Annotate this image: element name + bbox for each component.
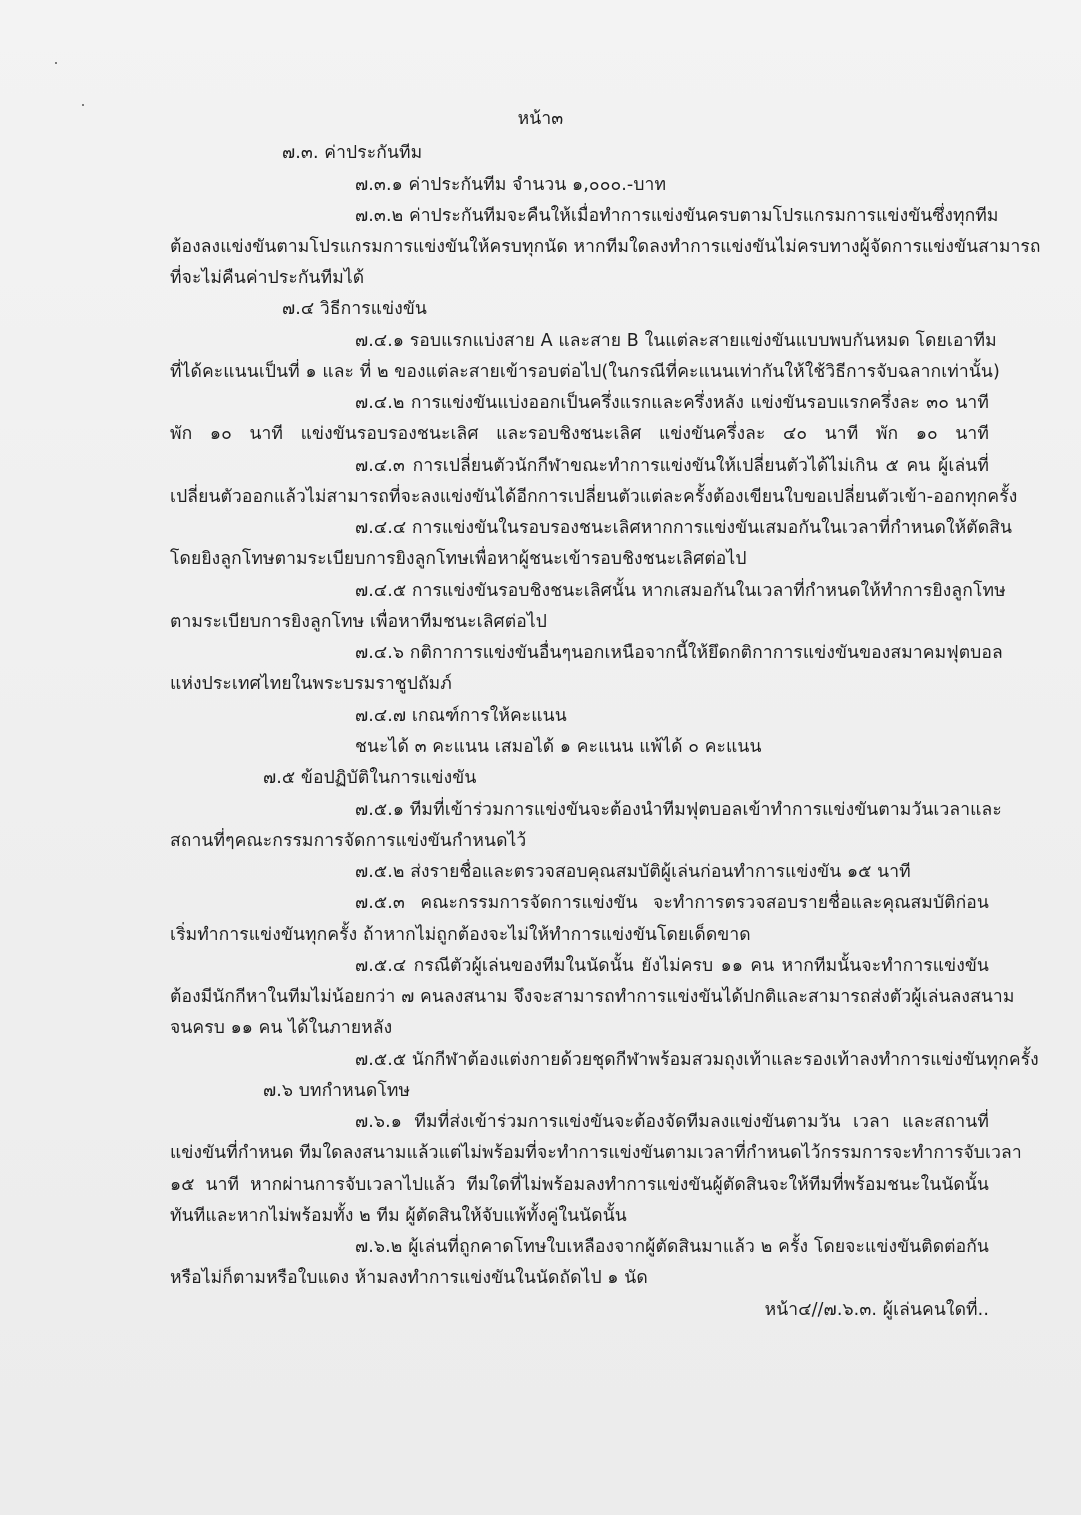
paragraph-line: ๗.๕.๔ กรณีตัวผู้เล่นของทีมในนัดนั้น ยังไม่ครบ ๑๑ คน หากทีมนั้นจะทำการแข่งขัน bbox=[355, 956, 989, 976]
paragraph-line: เปลี่ยนตัวออกแล้วไม่สามารถที่จะลงแข่งขันได้อีกการเปลี่ยนตัวแต่ละครั้งต้องเขียนใบขอเปลี่ยนตัวเข้า-ออกทุกครั้ง bbox=[170, 487, 1018, 507]
scan-speck bbox=[55, 62, 57, 64]
section-heading: ๗.๓. ค่าประกันทีม bbox=[282, 143, 423, 163]
paragraph-line: ๗.๔.๒ การแข่งขันแบ่งออกเป็นครึ่งแรกและครึ่งหลัง แข่งขันรอบแรกครึ่งละ ๓๐ นาที bbox=[355, 393, 989, 413]
paragraph-line: ๗.๔.๓ การเปลี่ยนตัวนักกีฬาขณะทำการแข่งขันให้เปลี่ยนตัวได้ไม่เกิน ๕ คน ผู้เล่นที่ bbox=[355, 456, 989, 476]
paragraph-line: ที่ได้คะแนนเป็นที่ ๑ และ ที่ ๒ ของแต่ละสายเข้ารอบต่อไป(ในกรณีที่คะแนนเท่ากันให้ใช้วิธีการจับฉลากเท่านั้น) bbox=[170, 362, 1000, 382]
paragraph-line: ที่จะไม่คืนค่าประกันทีมได้ bbox=[170, 268, 365, 288]
paragraph-line: ๗.๕.๒ ส่งรายชื่อและตรวจสอบคุณสมบัติผู้เล่นก่อนทำการแข่งขัน ๑๕ นาที bbox=[355, 862, 911, 882]
paragraph-line: แห่งประเทศไทยในพระบรมราชูปถัมภ์ bbox=[170, 674, 452, 694]
paragraph-line: ๗.๖.๑ ทีมที่ส่งเข้าร่วมการแข่งขันจะต้องจัดทีมลงแข่งขันตามวัน เวลา และสถานที่ bbox=[355, 1112, 989, 1132]
paragraph-line: ๗.๔.๑ รอบแรกแบ่งสาย A และสาย B ในแต่ละสายแข่งขันแบบพบกันหมด โดยเอาทีม bbox=[355, 331, 997, 351]
paragraph-line: ๗.๔.๗ เกณฑ์การให้คะแนน bbox=[355, 706, 567, 726]
page-number: หน้า๓ bbox=[517, 109, 564, 129]
paragraph-line: ๗.๕.๓ คณะกรรมการจัดการแข่งขัน จะทำการตรวจสอบรายชื่อและคุณสมบัติก่อน bbox=[355, 893, 989, 913]
paragraph-line: ๗.๖.๒ ผู้เล่นที่ถูกคาดโทษใบเหลืองจากผู้ตัดสินมาแล้ว ๒ ครั้ง โดยจะแข่งขันติดต่อกัน bbox=[355, 1237, 989, 1257]
paragraph-line: ๗.๓.๑ ค่าประกันทีม จำนวน ๑,๐๐๐.-บาท bbox=[355, 175, 667, 195]
paragraph-line: ๑๕ นาที หากผ่านการจับเวลาไปแล้ว ทีมใดที่ไม่พร้อมลงทำการแข่งขันผู้ตัดสินจะให้ทีมที่พร้อมชนะในนัดนั้น bbox=[170, 1175, 989, 1195]
paragraph-line: แข่งขันที่กำหนด ทีมใดลงสนามแล้วแต่ไม่พร้อมที่จะทำการแข่งขันตามเวลาที่กำหนดไว้กรรมการจะทำการจับเวลา bbox=[170, 1143, 1022, 1163]
paragraph-line: ๗.๔.๖ กติกาการแข่งขันอื่นๆนอกเหนือจากนี้ให้ยึดกติกาการแข่งขันของสมาคมฟุตบอล bbox=[355, 643, 1003, 663]
section-heading: ๗.๔ วิธีการแข่งขัน bbox=[282, 299, 427, 319]
paragraph-line: ๗.๔.๔ การแข่งขันในรอบรองชนะเลิศหากการแข่งขันเสมอกันในเวลาที่กำหนดให้ตัดสิน bbox=[355, 518, 1013, 538]
paragraph-line: ทันทีและหากไม่พร้อมทั้ง ๒ ทีม ผู้ตัดสินให้จับแพ้ทั้งคู่ในนัดนั้น bbox=[170, 1206, 627, 1226]
paragraph-line: เริ่มทำการแข่งขันทุกครั้ง ถ้าหากไม่ถูกต้องจะไม่ให้ทำการแข่งขันโดยเด็ดขาด bbox=[170, 925, 751, 945]
paragraph-line: ต้องมีนักกีหาในทีมไม่น้อยกว่า ๗ คนลงสนาม จึงจะสามารถทำการแข่งขันได้ปกติและสามารถส่งตัวผู้เล่นลงสนาม bbox=[170, 987, 1015, 1007]
paragraph-line: ตามระเบียบการยิงลูกโทษ เพื่อหาทีมชนะเลิศต่อไป bbox=[170, 612, 547, 632]
section-heading: ๗.๖ บทกำหนดโทษ bbox=[263, 1081, 411, 1101]
paragraph-line: ต้องลงแข่งขันตามโปรแกรมการแข่งขันให้ครบทุกนัด หากทีมใดลงทำการแข่งขันไม่ครบทางผู้จัดการแข่งขันสามารถ bbox=[170, 237, 1041, 257]
paragraph-line: ๗.๓.๒ ค่าประกันทีมจะคืนให้เมื่อทำการแข่งขันครบตามโปรแกรมการแข่งขันซึ่งทุกทีม bbox=[355, 206, 999, 226]
scoring-line: ชนะได้ ๓ คะแนน เสมอได้ ๑ คะแนน แพ้ได้ ๐ คะแนน bbox=[355, 737, 762, 757]
paragraph-line: พัก ๑๐ นาที แข่งขันรอบรองชนะเลิศ และรอบชิงชนะเลิศ แข่งขันครึ่งละ ๔๐ นาที พัก ๑๐ นาที bbox=[170, 424, 989, 444]
section-heading: ๗.๕ ข้อปฏิบัติในการแข่งขัน bbox=[263, 768, 477, 788]
paragraph-line: ๗.๔.๕ การแข่งขันรอบชิงชนะเลิศนั้น หากเสมอกันในเวลาที่กำหนดให้ทำการยิงลูกโทษ bbox=[355, 581, 1006, 601]
paragraph-line: สถานที่ๆคณะกรรมการจัดการแข่งขันกำหนดไว้ bbox=[170, 831, 527, 851]
paragraph-line: ๗.๕.๑ ทีมที่เข้าร่วมการแข่งขันจะต้องนำทีมฟุตบอลเข้าทำการแข่งขันตามวันเวลาและ bbox=[355, 800, 1002, 820]
paragraph-line: ๗.๕.๕ นักกีฬาต้องแต่งกายด้วยชุดกีฬาพร้อมสวมถุงเท้าและรองเท้าลงทำการแข่งขันทุกครั้ง bbox=[355, 1050, 1039, 1070]
paragraph-line: หรือไม่ก็ตามหรือใบแดง ห้ามลงทำการแข่งขันในนัดถัดไป ๑ นัด bbox=[170, 1268, 648, 1288]
paragraph-line: จนครบ ๑๑ คน ได้ในภายหลัง bbox=[170, 1018, 393, 1038]
paragraph-line: โดยยิงลูกโทษตามระเบียบการยิงลูกโทษเพื่อหาผู้ชนะเข้ารอบชิงชนะเลิศต่อไป bbox=[170, 549, 747, 569]
continuation-note: หน้า๔//๗.๖.๓. ผู้เล่นคนใดที่.. bbox=[764, 1300, 989, 1320]
